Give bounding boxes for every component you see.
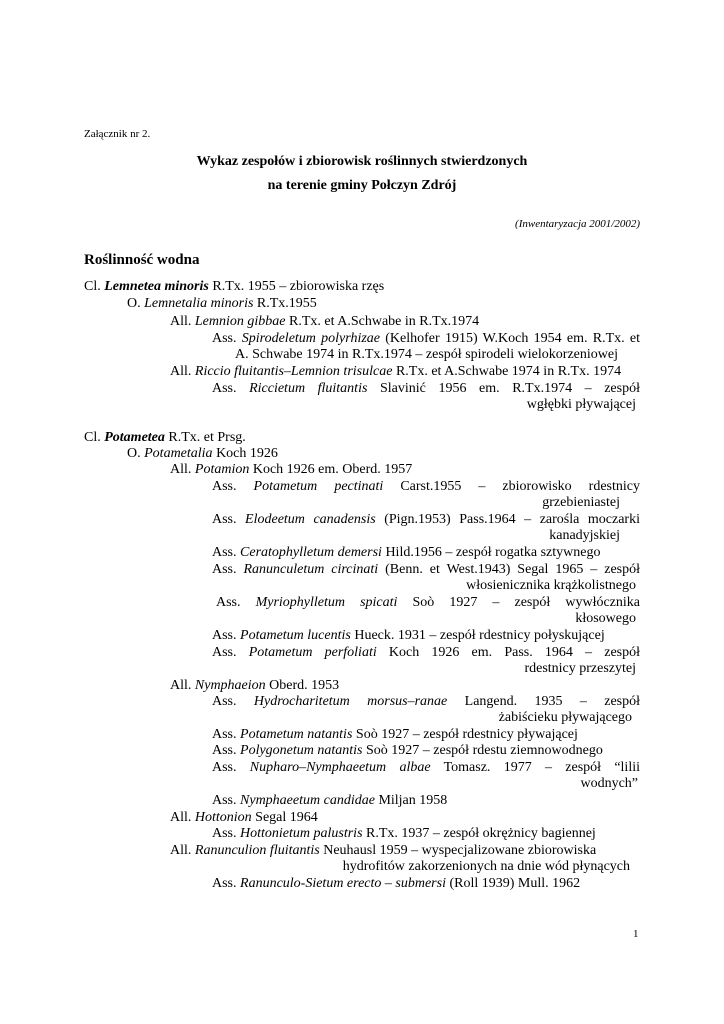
syntaxon-description: Slavinić 1956 em. R.Tx.1974 – zespół [367, 381, 640, 396]
syntaxon-description: (Pign.1953) Pass.1964 – zarośla moczarki [375, 512, 640, 527]
syntaxon-rank: Ass. [212, 727, 241, 742]
syntaxon-name: Elodeetum canadensis [245, 512, 376, 527]
syntaxon-description: grzebieniastej [542, 495, 620, 510]
list-item [170, 678, 339, 694]
syntaxon-name: Myriophylletum spicati [255, 595, 398, 610]
syntaxon-name: Riccio fluitantis–Lemnion trisulcae [194, 364, 393, 379]
syntaxon-rank: Ass. [212, 694, 254, 709]
syntaxon-rank: Ass. [216, 595, 256, 610]
syntaxon-description: (Benn. et West.1943) Segal 1965 – zespół [378, 562, 640, 577]
syntaxon-name: Lemnetalia minoris [144, 296, 254, 311]
syntaxon-name: Nymphaeetum candidae [240, 793, 375, 808]
list-item [212, 793, 447, 809]
syntaxon-name: Ranunculetum circinati [243, 562, 379, 577]
syntaxon-description: R.Tx. 1955 – zbiorowiska rzęs [208, 279, 385, 294]
syntaxon-name: Ranunculion fluitantis [194, 843, 320, 858]
list-item [84, 279, 384, 295]
syntaxon-description: Neuhausl 1959 – wyspecjalizowane zbiorowiska [319, 843, 597, 858]
syntaxon-description: Langend. 1935 – zespół [447, 694, 640, 709]
syntaxon-name: Hydrocharitetum morsus–ranae [253, 694, 448, 709]
syntaxon-rank: Ass. [212, 512, 246, 527]
list-item [212, 331, 640, 347]
list-item [400, 578, 636, 594]
list-item [170, 462, 412, 478]
syntaxon-rank: Ass. [212, 793, 241, 808]
syntaxon-name: Nymphaeion [194, 678, 266, 693]
syntaxon-name: Ranunculo-Sietum erecto – submersi [240, 876, 446, 891]
syntaxon-description: hydrofitów zakorzenionych na dnie wód płynących [342, 859, 630, 874]
syntaxon-name: Potametum natantis [240, 727, 353, 742]
syntaxon-description: A. Schwabe 1974 in R.Tx.1974 – zespół spirodeli wielokorzeniowej [235, 347, 618, 362]
syntaxon-description: Soò 1927 – zespół rdestnicy pływającej [352, 727, 578, 742]
syntaxon-description: Miljan 1958 [374, 793, 448, 808]
syntaxon-description: włosienicznika krążkolistnego [466, 578, 636, 593]
syntaxon-rank: All. [170, 810, 195, 825]
list-item [235, 347, 618, 363]
list-item [216, 595, 640, 611]
annex-label: Załącznik nr 2. [84, 128, 151, 140]
syntaxon-name: Polygonetum natantis [240, 743, 363, 758]
syntaxon-rank: Cl. [84, 430, 105, 445]
syntaxon-name: Nupharo–Nymphaeetum albae [249, 760, 431, 775]
syntaxon-description: (Roll 1939) Mull. 1962 [445, 876, 581, 891]
syntaxon-description: wgłębki pływającej [526, 397, 636, 412]
syntaxon-name: Potametum perfoliati [248, 645, 377, 660]
syntaxon-rank: All. [170, 462, 195, 477]
list-item [212, 562, 640, 578]
syntaxon-description: kłosowego [575, 611, 636, 626]
syntaxon-description: (Kelhofer 1915) W.Koch 1954 em. R.Tx. et [380, 331, 640, 346]
syntaxon-name: Potamion [194, 462, 250, 477]
syntaxon-name: Spirodeletum polyrhizae [241, 331, 381, 346]
syntaxon-description: wodnych” [580, 776, 638, 791]
syntaxon-rank: Ass. [212, 545, 241, 560]
list-item [430, 397, 636, 413]
syntaxon-name: Lemnion gibbae [194, 314, 286, 329]
syntaxon-description: Soò 1927 – zespół wywłócznika [397, 595, 640, 610]
list-item [212, 760, 640, 776]
syntaxon-rank: All. [170, 314, 195, 329]
syntaxon-rank: Ass. [212, 826, 241, 841]
syntaxon-description: R.Tx. 1937 – zespół okrężnicy bagiennej [362, 826, 596, 841]
syntaxon-name: Hottonion [194, 810, 252, 825]
syntaxon-description: R.Tx. et A.Schwabe in R.Tx.1974 [285, 314, 480, 329]
list-item [430, 495, 620, 511]
syntaxon-name: Potametea [104, 430, 165, 445]
list-item [170, 314, 479, 330]
document-title-line2: na terenie gminy Połczyn Zdrój [267, 178, 457, 193]
syntaxon-rank: Ass. [212, 562, 244, 577]
list-item [212, 694, 640, 710]
list-item [84, 430, 246, 446]
list-item [212, 645, 640, 661]
list-item [212, 876, 580, 892]
page-number: 1 [633, 928, 639, 940]
syntaxon-description: Koch 1926 [212, 446, 278, 461]
syntaxon-description: Soò 1927 – zespół rdestu ziemnowodnego [362, 743, 603, 758]
syntaxon-rank: Ass. [212, 743, 241, 758]
syntaxon-description: R.Tx. et Prsg. [164, 430, 246, 445]
syntaxon-rank: All. [170, 364, 195, 379]
list-item [212, 826, 596, 842]
syntaxon-description: żabiścieku pływającego [498, 710, 632, 725]
syntaxon-description: Carst.1955 – zbiorowisko rdestnicy [383, 479, 640, 494]
syntaxon-description: Oberd. 1953 [265, 678, 340, 693]
list-item [212, 381, 640, 397]
syntaxon-rank: Ass. [212, 645, 249, 660]
list-item [212, 743, 603, 759]
syntaxon-description: Tomasz. 1977 – zespół “lilii [430, 760, 640, 775]
syntaxon-description: kanadyjskiej [549, 528, 620, 543]
list-item [212, 628, 605, 644]
list-item [430, 776, 638, 792]
syntaxon-rank: Cl. [84, 279, 105, 294]
syntaxon-rank: O. [127, 446, 145, 461]
list-item [212, 545, 600, 561]
syntaxon-rank: All. [170, 843, 195, 858]
inventory-note: (Inwentaryzacja 2001/2002) [515, 218, 640, 230]
list-item [430, 528, 620, 544]
list-item [212, 479, 640, 495]
syntaxon-description: Hueck. 1931 – zespół rdestnicy połyskującej [350, 628, 605, 643]
syntaxon-name: Lemnetea minoris [104, 279, 209, 294]
syntaxon-rank: Ass. [212, 331, 242, 346]
list-item [212, 512, 640, 528]
list-item [430, 611, 636, 627]
syntaxon-description: rdestnicy przeszytej [524, 661, 636, 676]
syntaxon-description: R.Tx.1955 [253, 296, 317, 311]
syntaxon-name: Ceratophylletum demersi [240, 545, 382, 560]
syntaxon-name: Potametum lucentis [240, 628, 351, 643]
syntaxon-rank: Ass. [212, 628, 241, 643]
syntaxon-rank: Ass. [212, 381, 250, 396]
list-item [170, 843, 596, 859]
syntaxon-description: R.Tx. et A.Schwabe 1974 in R.Tx. 1974 [392, 364, 622, 379]
syntaxon-name: Riccietum fluitantis [249, 381, 368, 396]
syntaxon-name: Potametalia [144, 446, 213, 461]
syntaxon-name: Potametum pectinati [253, 479, 384, 494]
syntaxon-description: Koch 1926 em. Pass. 1964 – zespół [376, 645, 640, 660]
syntaxon-description: Hild.1956 – zespół rogatka sztywnego [381, 545, 601, 560]
syntaxon-name: Hottonietum palustris [240, 826, 363, 841]
list-item [430, 661, 636, 677]
list-item [400, 710, 632, 726]
document-title-line1: Wykaz zespołów i zbiorowisk roślinnych stwierdzonych [196, 154, 528, 169]
list-item [170, 810, 318, 826]
list-item [127, 446, 278, 462]
syntaxon-rank: All. [170, 678, 195, 693]
syntaxon-rank: Ass. [212, 876, 241, 891]
list-item [127, 296, 317, 312]
syntaxon-rank: Ass. [212, 760, 250, 775]
syntaxon-rank: O. [127, 296, 145, 311]
syntaxon-description: Koch 1926 em. Oberd. 1957 [249, 462, 413, 477]
syntaxon-description: Segal 1964 [251, 810, 318, 825]
list-item [170, 364, 621, 380]
syntaxon-rank: Ass. [212, 479, 254, 494]
section-heading: Roślinność wodna [84, 252, 200, 268]
list-item [300, 859, 630, 875]
list-item [212, 727, 578, 743]
